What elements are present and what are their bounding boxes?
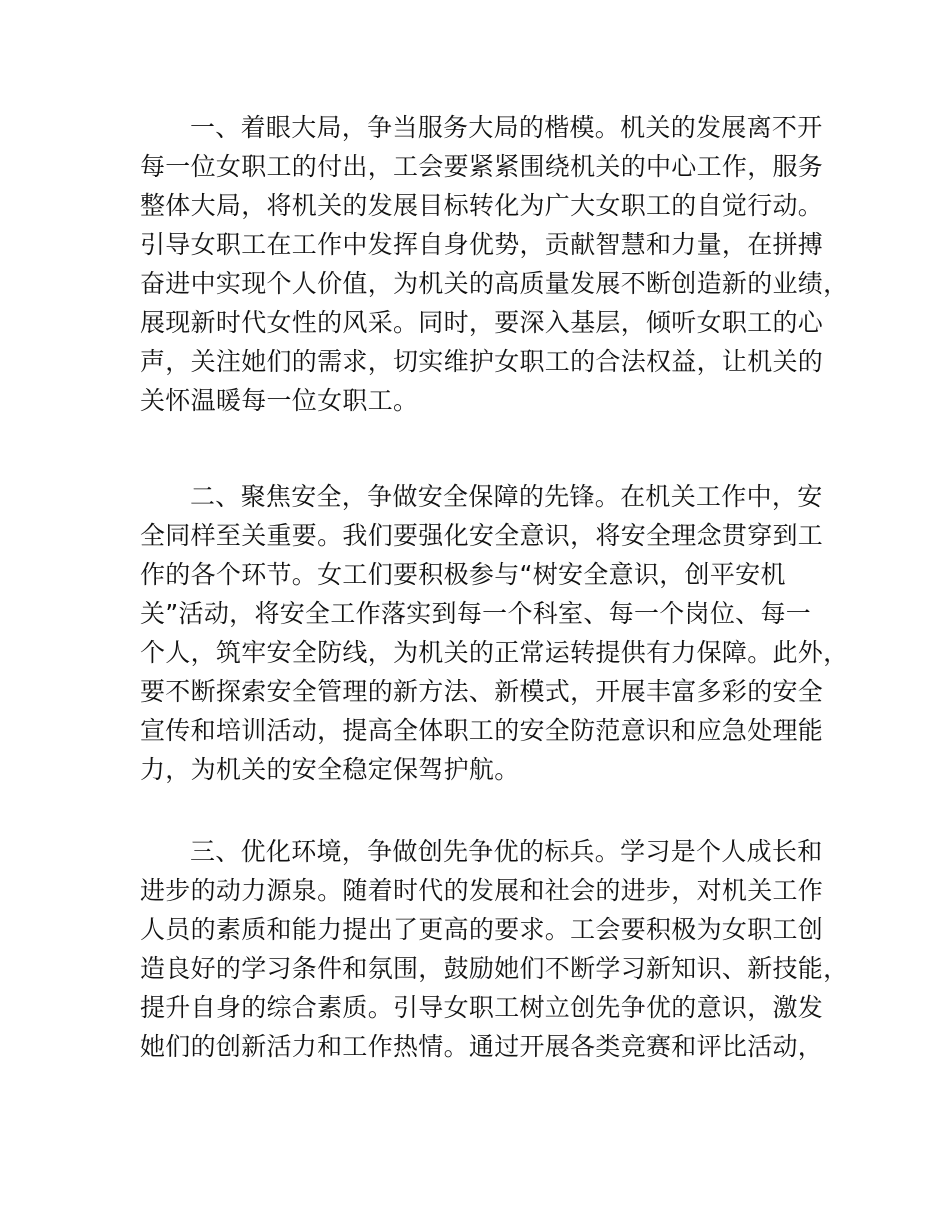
- paragraph-line: 个人，筑牢安全防线，为机关的正常运转提供有力保障。此外，: [140, 638, 849, 667]
- paragraph-line: 提升自身的综合素质。引导女职工树立创先争优的意识，激发: [140, 993, 824, 1022]
- paragraph-line: 一、着眼大局，争当服务大局的楷模。机关的发展离不开: [190, 113, 823, 142]
- paragraph-line: 力，为机关的安全稳定保驾护航。: [140, 755, 520, 784]
- paragraph-line: 进步的动力源泉。随着时代的发展和社会的进步，对机关工作: [140, 876, 824, 905]
- paragraph-line: 要不断探索安全管理的新方法、新模式，开展丰富多彩的安全: [140, 677, 824, 706]
- paragraph-line: 整体大局，将机关的发展目标转化为广大女职工的自觉行动。: [140, 191, 824, 220]
- paragraph-line: 二、聚焦安全，争做安全保障的先锋。在机关工作中，安: [190, 482, 823, 511]
- paragraph-line: 宣传和培训活动，提高全体职工的安全防范意识和应急处理能: [140, 716, 824, 745]
- paragraph-line: 造良好的学习条件和氛围，鼓励她们不断学习新知识、新技能，: [140, 954, 849, 983]
- paragraph-line: 她们的创新活力和工作热情。通过开展各类竞赛和评比活动，: [140, 1032, 824, 1061]
- paragraph-line: 展现新时代女性的风采。同时，要深入基层，倾听女职工的心: [140, 308, 824, 337]
- paragraph-line: 人员的素质和能力提出了更高的要求。工会要积极为女职工创: [140, 915, 824, 944]
- paragraph-line: 声，关注她们的需求，切实维护女职工的合法权益，让机关的: [140, 347, 824, 376]
- paragraph-2: [140, 477, 849, 789]
- paragraph-line: 全同样至关重要。我们要强化安全意识，将安全理念贯穿到工: [140, 521, 824, 550]
- paragraph-line: 关怀温暖每一位女职工。: [140, 386, 419, 415]
- paragraph-line: 每一位女职工的付出，工会要紧紧围绕机关的中心工作，服务: [140, 152, 824, 181]
- paragraph-line: 奋进中实现个人价值，为机关的高质量发展不断创造新的业绩，: [140, 269, 849, 298]
- paragraph-line: 三、优化环境，争做创先争优的标兵。学习是个人成长和: [190, 837, 823, 866]
- paragraph-1: [140, 108, 849, 420]
- paragraph-line: 引导女职工在工作中发挥自身优势，贡献智慧和力量，在拼搏: [140, 230, 824, 259]
- paragraph-line: 关”活动，将安全工作落实到每一个科室、每一个岗位、每一: [140, 599, 812, 628]
- paragraph-line: 作的各个环节。女工们要积极参与“树安全意识，创平安机: [140, 560, 786, 589]
- paragraph-3: [140, 832, 849, 1066]
